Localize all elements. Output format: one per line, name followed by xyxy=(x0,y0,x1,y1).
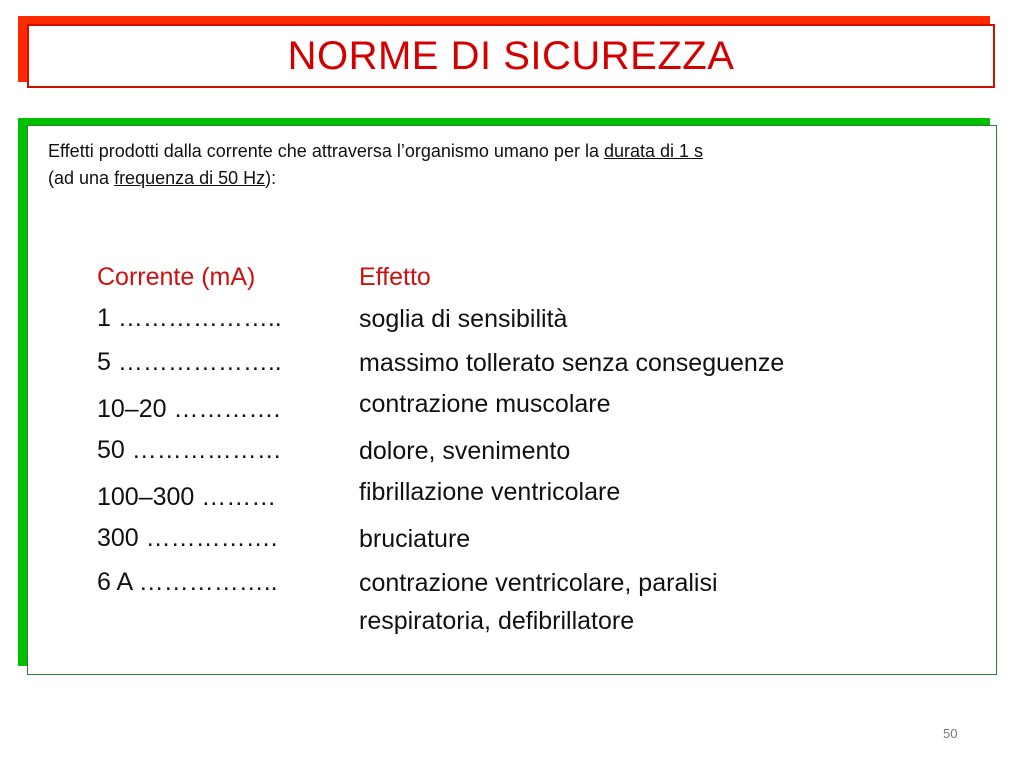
row-current: 100–300 ……… xyxy=(97,483,277,511)
row-effect xyxy=(359,564,718,640)
title-box xyxy=(27,24,995,88)
row-effect: fibrillazione ventricolare xyxy=(359,478,621,506)
row-current: 10–20 …………. xyxy=(97,395,281,423)
header-effect: Effetto xyxy=(359,263,431,291)
row-current: 300 ……………. xyxy=(97,524,278,552)
row-current: 5 ……………….. xyxy=(97,348,282,376)
row-current: 6 A …………….. xyxy=(97,568,278,596)
intro-line-2-prefix: (ad una xyxy=(48,168,115,188)
intro-line-2-suffix: ): xyxy=(265,168,277,188)
row-effect-line-2: respiratoria, defibrillatore xyxy=(359,607,635,635)
header-current: Corrente (mA) xyxy=(97,263,256,291)
row-effect: bruciature xyxy=(359,525,471,553)
page-number: 50 xyxy=(943,726,958,741)
slide-title: NORME DI SICUREZZA xyxy=(287,33,735,78)
frequency-underlined: frequenza di 50 Hz xyxy=(114,168,266,188)
row-current: 1 ……………….. xyxy=(97,304,282,332)
intro-line-1-prefix: Effetti prodotti dalla corrente che attraversa l’organismo umano per la xyxy=(48,141,604,161)
row-effect: soglia di sensibilità xyxy=(359,305,568,333)
intro-line-2 xyxy=(48,165,983,192)
duration-underlined: durata di 1 s xyxy=(603,141,704,161)
content-box xyxy=(27,125,997,675)
intro-line-1 xyxy=(48,138,983,165)
row-effect: contrazione muscolare xyxy=(359,390,611,418)
row-effect: massimo tollerato senza conseguenze xyxy=(359,349,785,377)
intro-text xyxy=(48,138,983,192)
row-effect-line-1: contrazione ventricolare, paralisi xyxy=(359,569,718,597)
row-effect: dolore, svenimento xyxy=(359,437,571,465)
row-current: 50 ……………… xyxy=(97,436,282,464)
